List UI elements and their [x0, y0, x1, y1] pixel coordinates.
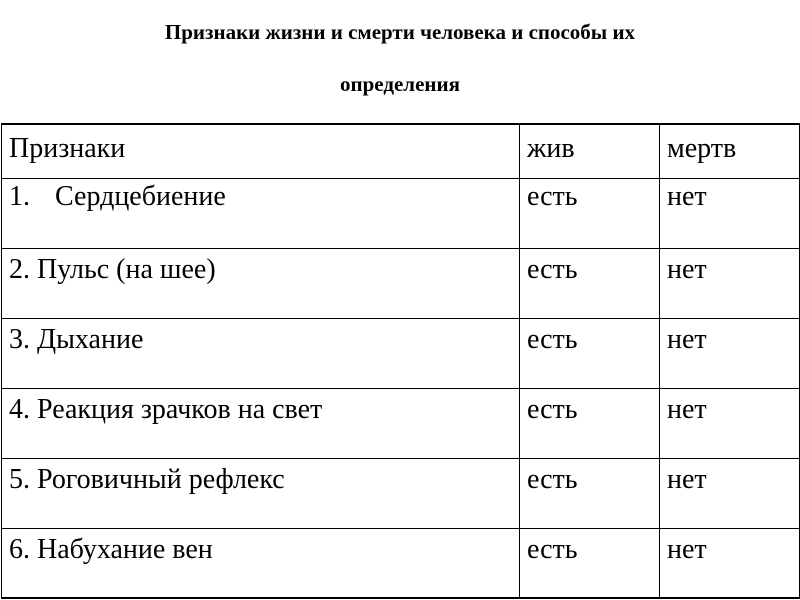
alive-cell: есть	[520, 318, 660, 388]
table-row	[2, 178, 800, 248]
dead-cell: нет	[660, 318, 800, 388]
signs-table	[1, 123, 800, 599]
alive-cell: есть	[520, 248, 660, 318]
table-row	[2, 318, 800, 388]
table-row	[2, 458, 800, 528]
table-row	[2, 388, 800, 458]
alive-cell: есть	[520, 388, 660, 458]
header-dead: мертв	[660, 124, 800, 178]
dead-cell: нет	[660, 248, 800, 318]
sign-cell: 6. Набухание вен	[2, 528, 520, 598]
dead-cell: нет	[660, 458, 800, 528]
sign-cell: 5. Роговичный рефлекс	[2, 458, 520, 528]
header-alive: жив	[520, 124, 660, 178]
sign-label: Сердцебиение	[55, 180, 226, 212]
table-row	[2, 248, 800, 318]
alive-cell: есть	[520, 528, 660, 598]
alive-cell: есть	[520, 178, 660, 248]
header-signs: Признаки	[2, 124, 520, 178]
sign-cell	[2, 178, 520, 248]
dead-cell: нет	[660, 528, 800, 598]
dead-cell: нет	[660, 388, 800, 458]
title-line-2: определения	[340, 72, 460, 96]
table-header-row	[2, 124, 800, 178]
sign-cell: 4. Реакция зрачков на свет	[2, 388, 520, 458]
sign-cell: 3. Дыхание	[2, 318, 520, 388]
page-title	[0, 6, 800, 110]
title-line-1: Признаки жизни и смерти человека и способы их	[164, 20, 636, 44]
row-number: 1.	[9, 180, 30, 212]
alive-cell: есть	[520, 458, 660, 528]
sign-cell: 2. Пульс (на шее)	[2, 248, 520, 318]
dead-cell: нет	[660, 178, 800, 248]
table-row	[2, 528, 800, 598]
